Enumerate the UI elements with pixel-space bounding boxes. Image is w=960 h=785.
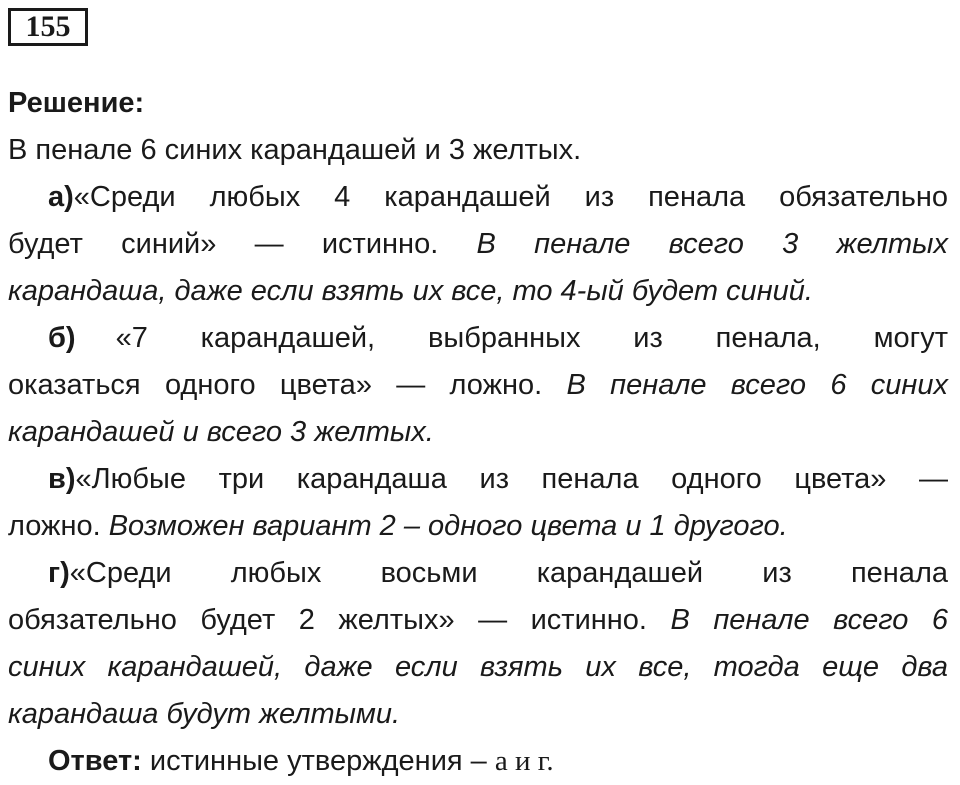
- item-d-line-1: г)«Среди любых восьми карандашей из пенала: [48, 557, 948, 589]
- item-b-line-2: оказаться одного цвета» — ложно. В пенале всего 6 синих: [8, 369, 948, 401]
- answer-line: Ответ: истинные утверждения – а и г.: [48, 745, 554, 777]
- item-d-line-4: карандаша будут желтыми.: [8, 698, 401, 730]
- solution-text: [8, 80, 948, 785]
- condition-line: В пенале 6 синих карандашей и 3 желтых.: [8, 134, 582, 166]
- task-number-box: 155: [8, 8, 88, 46]
- item-a-line-1: а)«Среди любых 4 карандашей из пенала обязательно: [48, 181, 948, 213]
- item-c-line-1: в)«Любые три карандаша из пенала одного цвета» —: [48, 463, 948, 495]
- item-b-line-3: карандашей и всего 3 желтых.: [8, 416, 434, 448]
- item-d-label: г): [48, 557, 70, 589]
- item-d-line-2: обязательно будет 2 желтых» — истинно. В пенале всего 6: [8, 604, 948, 636]
- item-b-label: б): [48, 322, 76, 354]
- item-a-label: а): [48, 181, 74, 213]
- item-c-line-2: ложно. Возможен вариант 2 – одного цвета и 1 другого.: [8, 510, 788, 542]
- item-c-label: в): [48, 463, 76, 495]
- answer-letters: а и г.: [494, 745, 554, 777]
- solution-heading: Решение:: [8, 87, 145, 119]
- item-a-line-3: карандаша, даже если взять их все, то 4-ый будет синий.: [8, 275, 813, 307]
- item-d-line-3: синих карандашей, даже если взять их все, тогда еще два: [8, 651, 948, 683]
- item-b-line-1: б) «7 карандашей, выбранных из пенала, могут: [48, 322, 948, 354]
- item-a-line-2: будет синий» — истинно. В пенале всего 3 желтых: [8, 228, 949, 260]
- answer-label: Ответ:: [48, 745, 142, 777]
